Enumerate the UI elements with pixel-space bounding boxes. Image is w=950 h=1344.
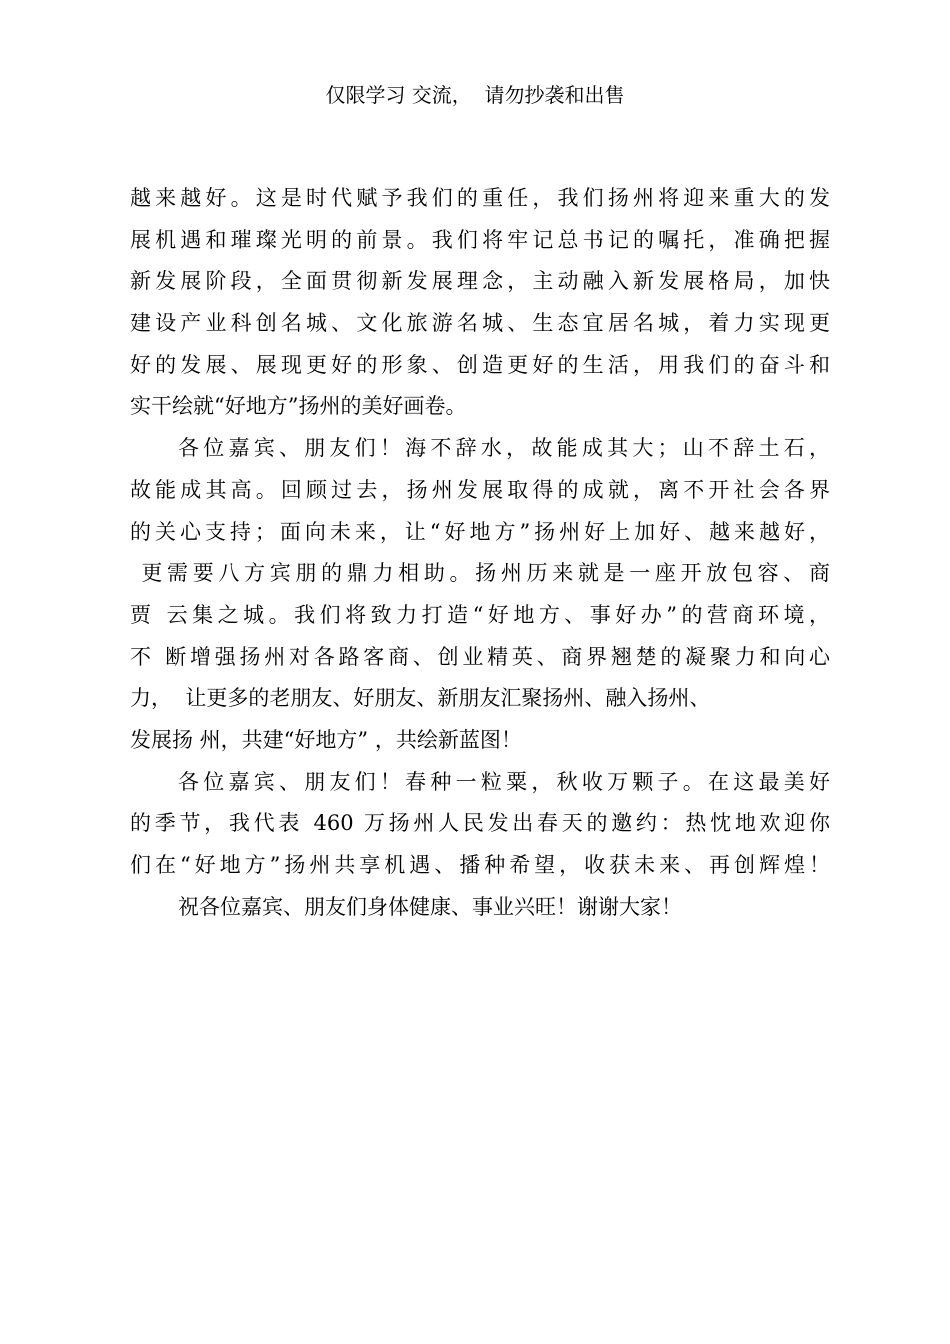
paragraph-1-line-1: 越来越好。这是时代赋予我们的重任，我们扬州将迎来重大的发: [130, 186, 830, 210]
paragraph-2-line-1: 各位嘉宾、朋友们！海不辞水，故能成其大；山不辞土石，: [178, 436, 830, 461]
paragraph-2-line-8: 发展扬 州，共建“好地方” ，共绘新蓝图！: [130, 727, 522, 752]
paragraph-1-line-3: 新发展阶段，全面贯彻新发展理念，主动融入新发展格局，加快: [130, 269, 830, 294]
header-note: 仅限学习 交流， 请勿抄袭和出售: [325, 83, 625, 107]
paragraph-2-line-5: 贾 云集之城。我们将致力打造“好地方、事好办”的营商环境，: [130, 602, 830, 627]
paragraph-2-line-2: 故能成其高。回顾过去，扬州发展取得的成就，离不开社会各界: [130, 477, 830, 502]
paragraph-3-line-1: 各位嘉宾、朋友们！春种一粒粟，秋收万颗子。在这最美好: [178, 769, 830, 794]
paragraph-1-line-5: 好的发展、展现更好的形象、创造更好的生活，用我们的奋斗和: [130, 352, 830, 377]
paragraph-3-line-3: 们在“好地方”扬州共享机遇、播种希望，收获未来、再创辉煌！: [130, 853, 830, 877]
paragraph-1-line-2: 展机遇和璀璨光明的前景。我们将牢记总书记的嘱托，准确把握: [130, 227, 830, 252]
paragraph-2-line-6: 不 断增强扬州对各路客商、创业精英、商界翘楚的凝聚力和向心: [130, 644, 830, 669]
paragraph-1-line-4: 建设产业科创名城、文化旅游名城、生态宜居名城，着力实现更: [130, 311, 830, 336]
paragraph-2-line-3: 的关心支持；面向未来，让“好地方”扬州好上加好、越来越好，: [130, 519, 830, 544]
paragraph-2-line-7: 力， 让更多的老朋友、好朋友、新朋友汇聚扬州、融入扬州、: [130, 686, 711, 711]
paragraph-4-line-1: 祝各位嘉宾、朋友们身体健康、事业兴旺！谢谢大家！: [178, 894, 682, 919]
paragraph-1-line-6: 实干绘就“好地方”扬州的美好画卷。: [130, 394, 467, 419]
paragraph-2-line-4: 更需要八方宾朋的鼎力相助。扬州历来就是一座开放包容、商: [130, 561, 830, 586]
body-text: [130, 178, 830, 928]
paragraph-3-line-2: 的季节，我代表 460 万扬州人民发出春天的邀约：热忱地欢迎你: [130, 811, 830, 836]
